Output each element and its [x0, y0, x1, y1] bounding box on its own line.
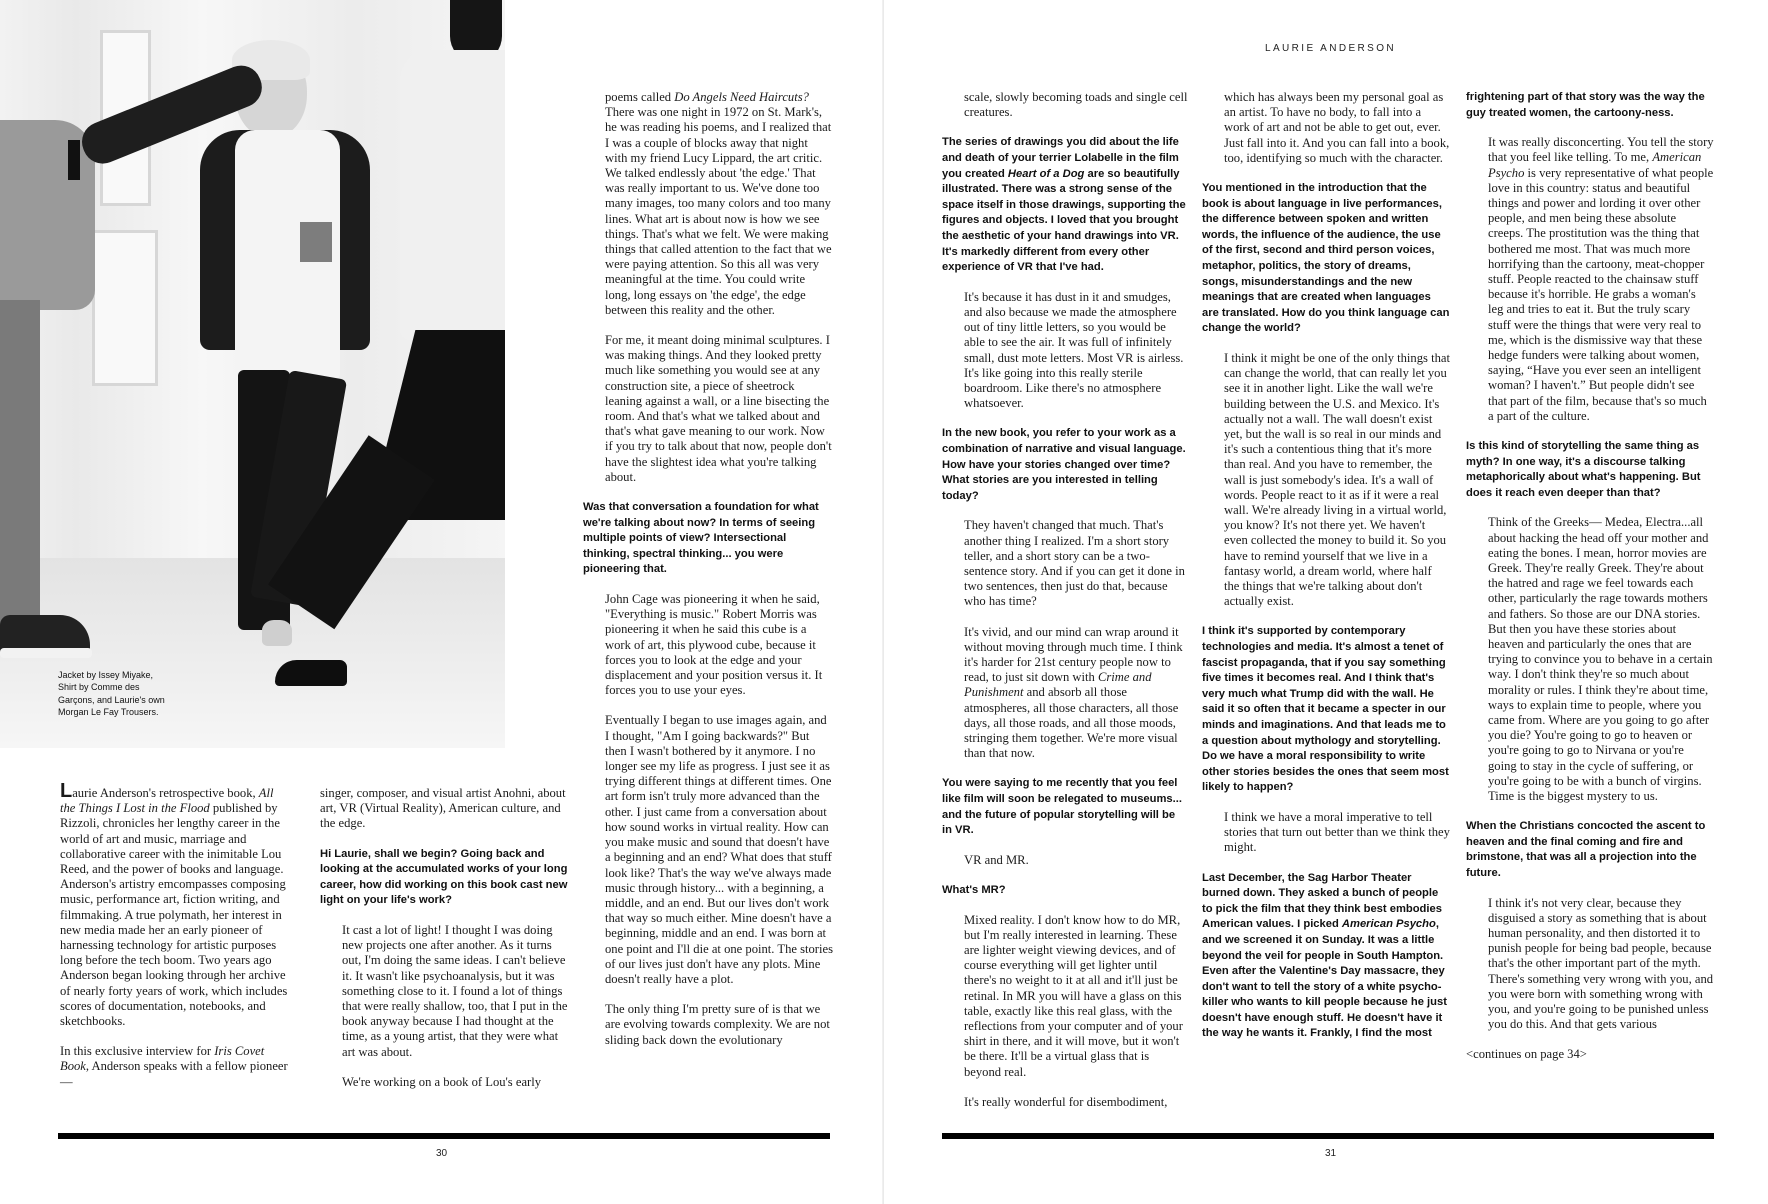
book-title: Crime and Punishment [964, 670, 1152, 700]
page-number-left: 30 [436, 1148, 448, 1159]
question: Was that conversation a foundation for what we're talking about now? In terms of seeing multiple points of view? Intersectional thinking, spectral thinking... you were pioneering that. [583, 501, 819, 576]
footer-rule-left [58, 1133, 830, 1139]
page-number-right: 31 [1325, 1148, 1337, 1159]
question: You were saying to me recently that you feel like film will soon be relegated to museums... and the future of popular storytelling will be in VR. [942, 777, 1182, 837]
answer: It cast a lot of light! I thought I was doing new projects one after another. As it turns out, I'm doing the same ideas. I can't believe it. It wasn't like psychoanalysis, but it was something close to it. I found a lot of things that were really shallow, too, that I put in the book anyway because I had thought at the time, as a young artist, that they were what art was about. [342, 922, 568, 1059]
caption-line: Jacket by Issey Miyake, [58, 670, 154, 680]
left-person-leg [0, 300, 40, 630]
book-title: Do Angels Need Haircuts? [674, 90, 809, 104]
bare-foot [262, 620, 292, 646]
book-title: All the Things I Lost in the Flood [60, 786, 274, 816]
sneaker-sole [0, 648, 92, 658]
answer: They haven't changed that much. That's another thing I realized. I'm a short story teller, and a short story can be a two-sentence story. And if you can get it done in two sentences, then just do that, because who has time? [964, 518, 1185, 609]
film-title: American Psycho [1341, 918, 1436, 931]
question: You mentioned in the introduction that the book is about language in live performances, the difference between spoken and written words, the influence of the audience, the use of the first, second and third person voices, metaphor, politics, the story of dreams, songs, misunderstandings and the new meanings that are created when languages are translated. How do you think language can change the world? [1202, 182, 1450, 335]
question: Hi Laurie, shall we begin? Going back and looking at the accumulated works of your long career, how did working on this book cast new light on your life's work? [320, 847, 568, 907]
answer: For me, it meant doing minimal sculptures. I was making things. And they looked pretty much like something you would see at any construction site, a piece of sheetrock leaning against a wall, or a line bisecting the room. And that's what we talked about and that's what gave meaning to our work. Now if you try to talk about that now, people don't have the slightest idea what you're talking about. [605, 333, 832, 484]
answer: Eventually I began to use images again, and I thought, "Am I going backwards?" But then I wasn't bothered by it anymore. I no longer see my life as progress. I just see it as trying different things at different times. One art form isn't truly more advanced than the other. I just came from a conversation about how sound works in virtual reality. How can you make music and sound that doesn't have a beginning and an end? What does that stuff look like? That's the way we've always made music through history... with a beginning, a middle, and an end. But our lives don't work that way so much either. Mine doesn't have a beginning, middle and an end. I was born at one point and I'll die at one point. The stories of our lives just don't have any plots. Mine doesn't really have a plot. [605, 713, 833, 986]
shirt-pocket [300, 222, 332, 262]
oxford-shoe [275, 660, 347, 686]
answer: I think it might be one of the only things that can change the world, that can really let you see it in another light. Like the wall we're building between the U.S. and Mexico. It's actually not a wall. The wall doesn't exist yet, but the wall is so real in our minds and it's such a contentious thing that it's more than real. And you have to remember, the wall is just somebody's idea. It's a wall of words. People react to it as if it were a real wall. We're already living in a virtual world, you know? It's not there yet. We haven't even collected the money to build it. So you have to remind yourself that we live in a fantasy world, a dream world, where half the things that we're talking about don't actually exist. [1224, 350, 1450, 609]
continuation-note: <continues on page 34> [1466, 1047, 1587, 1062]
answer: poems called Do Angels Need Haircuts? There was one night in 1972 on St. Mark's, he was reading his poems, and I realized that I was a couple of blocks away that night with my friend Lucy Lippard, the art critic. We talked endlessly about 'the edge.' That was really important to us. We've done too many images, too many colors and too many lines. What art is about now is how we see things. That's what we felt. We were making things that called attention to the fact that we were paying attention. So this all was very meaningful at the time. You could write long, long essays on 'the edge', the edge between this reality and the other. [605, 90, 832, 317]
question: I think it's supported by contemporary technologies and media. It's almost a tenet of fascist propaganda, that if you say something five times it becomes real. And I think that's very much what Trump did with the wall. He said it so often that it became a specter in our minds and imaginations. And that leads me to a question about mythology and storytelling. Do we have a moral responsibility to write other stories besides the ones that seem most likely to happen? [1202, 625, 1449, 794]
answer: It's because it has dust in it and smudges, and also because we made the atmosphere out of tiny little letters, so you would be able to see the air. It was full of infinitely small, dust mote letters. Most VR is airless. It's like going into this really sterile boardroom. Like there's no atmosphere whatsoever. [964, 289, 1184, 411]
photo-caption [58, 669, 178, 719]
left-person-arm [0, 120, 95, 310]
question: Last December, the Sag Harbor Theater burned down. They asked a bunch of people to pick the film that they think best embodies American values. I picked American Psycho, and we screened it on Sunday. It was a little beyond the veil for people in South Hampton. Even after the Valentine's Day massacre, they don't want to tell the story of a white psycho-killer who wants to kill people because he just doesn't have enough stuff. He doesn't have it the way he wants it. Frankly, I find the most [1202, 871, 1447, 1040]
answer: which has always been my personal goal as an artist. To have no body, to fall into a work of art and not be able to get out, ever. Just fall into it. And you can fall into a book, too, identifying so much with the character. [1224, 90, 1450, 165]
running-head: LAURIE ANDERSON [1265, 43, 1397, 54]
answer: The only thing I'm pretty sure of is that we are evolving towards complexity. We are not sliding back down the evolutionary [605, 1002, 830, 1047]
window-frame [92, 230, 158, 386]
caption-line: Garçons, and Laurie's own [58, 694, 165, 705]
answer: scale, slowly becoming toads and single cell creatures. [964, 90, 1188, 120]
comb-in-hand [68, 140, 80, 180]
magazine-title: Iris Covet Book [60, 1044, 265, 1074]
answer: I think it's not very clear, because they disguised a story as something that is about human personality, and then distorted it to punish people for being bad people, because that's the other important part of the myth. There's something very wrong with you, and you were born with something wrong with you, and you're going to be punished unless you do this. And that gets various [1488, 895, 1714, 1032]
column-1 [60, 780, 292, 1105]
column-5 [1202, 90, 1450, 1056]
column-2 [320, 786, 568, 1105]
answer: It was really disconcerting. You tell the story that you feel like telling. To me, American Psycho is very representative of what people love in this country: status and beautiful things and power and lording it over other people, and men being these absolute creeps. The prostitution was the thing that bothered me most. That was much more horrifying than the cartoony, meat-chopper stuff. People reacted to the chainsaw stuff because it's horrible. He grabs a woman's leg and tries to eat it. But the truly scary stuff were the things that were very real to me, which is the dismissive way that these hedge funders were talking about women, saying, “Have you ever seen an intelligent woman? I haven't.” But people didn't see that part of the film, because that's so much a part of the culture. [1488, 135, 1714, 423]
question: The series of drawings you did about the life and death of your terrier Lolabelle in the film you created Heart of a Dog are so beautifully illustrated. There was a strong sense of the space itself in those drawings, supporting the figures and objects. I loved that you brought the aesthetic of your hand drawings into VR. It's markedly different from every other experience of VR that I've had. [942, 136, 1186, 274]
film-title: Heart of a Dog [1007, 167, 1085, 180]
column-3 [583, 90, 833, 1063]
answer: Mixed reality. I don't know how to do MR, but I'm really interested in learning. These are lighter weight viewing devices, and of course everything will get lighter until there's no weight to it at all and it'll just be retinal. In MR you will have a glass on this table, exactly like this real glass, with the reflections from your computer and of your shirt in there, and it will move, but it won't be there. It'll be a virtual glass that is beyond real. [964, 912, 1183, 1079]
film-title: American Psycho [1488, 150, 1702, 180]
caption-line: Morgan Le Fay Trousers. [58, 707, 159, 718]
answer: VR and MR. [964, 852, 1029, 867]
column-4 [942, 90, 1188, 1125]
answer: It's vivid, and our mind can wrap around it without moving through much time. I think it's harder for 21st century people now to read, to just sit down with Crime and Punishment and absorb all those atmospheres, all those characters, all those days, all those roads, and all those moods, stringing them together. We're more visual than that now. [964, 624, 1183, 761]
question: What's MR? [942, 883, 1006, 896]
question: Is this kind of storytelling the same thing as myth? In one way, it's a discourse talking metaphorically about what's happening. But does it reach even deeper than that? [1466, 440, 1701, 499]
footer-rule-right [942, 1133, 1714, 1139]
question: In the new book, you refer to your work as a combination of narrative and visual language. How have your stories changed over time? What stories are you interested in telling today? [942, 427, 1186, 502]
question: frightening part of that story was the way the guy treated women, the cartoony-ness. [1466, 91, 1705, 119]
answer: We're working on a book of Lou's early [342, 1074, 542, 1089]
paragraph: In this exclusive interview for Iris Covet Book, Anderson speaks with a fellow pioneer— [60, 1044, 288, 1089]
right-person-shirt [400, 50, 505, 340]
drop-cap: L [60, 780, 73, 802]
paragraph: singer, composer, and visual artist Anohni, about art, VR (Virtual Reality), American culture, and the edge. [320, 786, 566, 831]
column-6 [1466, 90, 1714, 1078]
answer: Think of the Greeks— Medea, Electra...all about hacking the head off your mother and eating the bones. I mean, horror movies are Greek. They're really Greek. They're about the hatred and rage we feel towards each other, particularly the rage towards mothers and fathers. So those are our DNA stories. But then you have these stories about heaven and particularly the ones that are trying to convince you to behave in a certain way. I don't think they're so much about morality or rules. I think they're about time, ways to explain time to people, where you came from. Where are you going to go after you die? You're going to go to heaven or you're going to go to Nirvana or you're going to stay in the cycle of suffering, or you're going to be with a bunch of virgins. Time is the biggest mystery to us. [1488, 515, 1713, 804]
caption-line: Shirt by Comme des [58, 682, 140, 693]
answer: I think we have a moral imperative to tell stories that turn out better than we think they might. [1224, 809, 1450, 855]
answer: It's really wonderful for disembodiment, [964, 1094, 1168, 1109]
question: When the Christians concocted the ascent to heaven and the final coming and fire and brimstone, that was all a projection into the future. [1466, 820, 1706, 880]
intro-paragraph: Laurie Anderson's retrospective book, All the Things I Lost in the Flood published by Rizzoli, chronicles her lengthy career in the world of art and music, marriage and collaborative career with the inimitable Lou Reed, and the power of books and language. Anderson's artistry emcompasses composing music, performance art, fiction writing, and filmmaking. A true polymath, her interest in new media made her an early pioneer of harnessing technology for artistic purposes long before the tech boom. Two years ago Anderson began looking through her archive of nearly forty years of work, which includes scores of documentation, notebooks, and sketchbooks. [60, 780, 288, 1029]
answer: John Cage was pioneering it when he said, "Everything is music." Robert Morris was pioneering it when he said this cube is a work of art, this plywood cube, because it forces you to look at the edge and your displacement and your position versus it. It forces you to use your eyes. [605, 592, 823, 698]
right-page [884, 0, 1768, 1204]
portrait-photo [0, 0, 505, 748]
